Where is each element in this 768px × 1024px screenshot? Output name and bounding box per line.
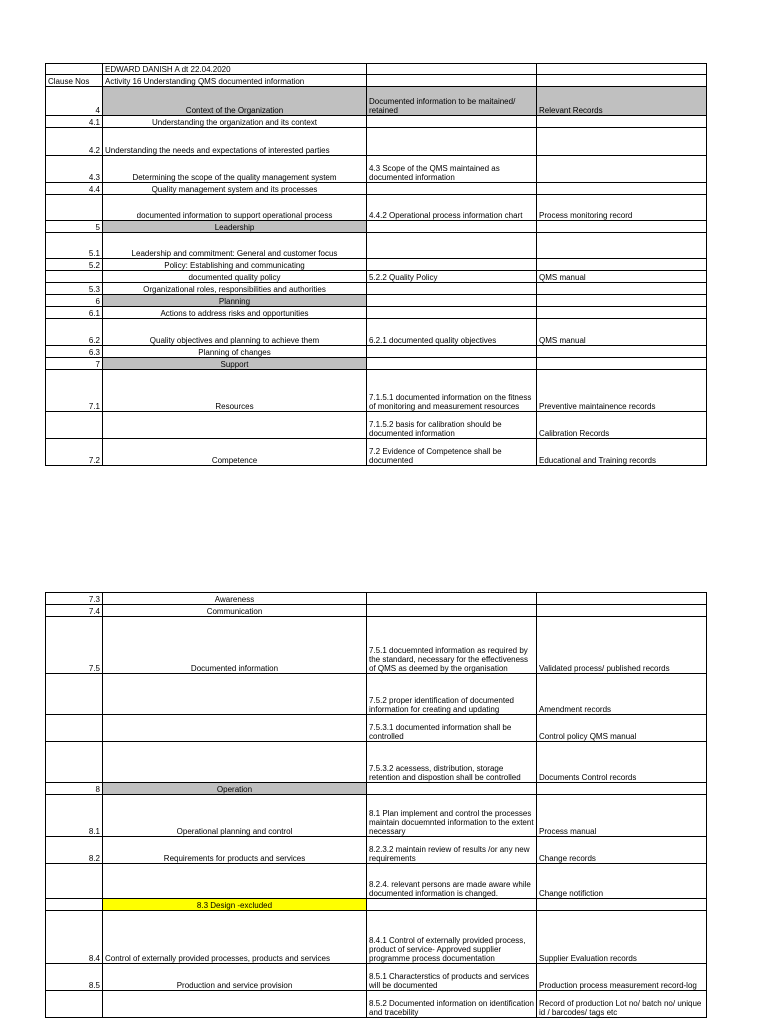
table-row [46,617,707,674]
relevant-records-cell: QMS manual [537,271,707,283]
table-row [46,991,707,1018]
clause-number: 8.5 [46,964,103,991]
documented-information-cell [367,346,537,358]
section-heading: Leadership [103,221,367,233]
relevant-records-cell [537,283,707,295]
relevant-records-cell: Record of production Lot no/ batch no/ unique id / barcodes/ tags etc [537,991,707,1018]
table-row [46,605,707,617]
clause-number: 7.5 [46,617,103,674]
table-row [46,783,707,795]
clause-title: Documented information [103,617,367,674]
relevant-records-cell: Preventive maintainence records [537,370,707,412]
clause-title: Quality objectives and planning to achieve them [103,319,367,346]
relevant-records-cell [537,233,707,259]
clause-number [46,674,103,715]
clause-number: 5.2 [46,259,103,271]
table-row [46,899,707,911]
design-excluded-cell: 8.3 Design -excluded [103,899,367,911]
relevant-records-cell [537,346,707,358]
relevant-records-cell [537,116,707,128]
relevant-records-cell: Documents Control records [537,742,707,783]
documented-information-cell: 8.2.4. relevant persons are made aware while documented information is changed. [367,864,537,899]
clause-number: 4.4 [46,183,103,195]
documented-information-cell [367,593,537,605]
relevant-records-header: Relevant Records [537,87,707,116]
documented-information-cell [367,116,537,128]
empty-cell [367,64,537,75]
relevant-records-cell: Change records [537,837,707,864]
table-row [46,742,707,783]
clause-title [103,412,367,439]
documented-information-cell: 7.5.2 proper identification of documented information for creating and updating [367,674,537,715]
table-row [46,156,707,183]
qms-table-part-1 [45,63,707,466]
documented-information-cell: 6.2.1 documented quality objectives [367,319,537,346]
documented-information-cell [367,358,537,370]
relevant-records-cell [537,259,707,271]
relevant-records-cell [537,593,707,605]
table-row [46,87,707,116]
clause-number: 6.2 [46,319,103,346]
clause-number [46,195,103,221]
relevant-records-cell: Production process measurement record-log [537,964,707,991]
relevant-records-cell [537,605,707,617]
section-heading: Planning [103,295,367,307]
clause-title: Planning of changes [103,346,367,358]
relevant-records-cell [537,156,707,183]
table-row [46,964,707,991]
author-date-line: EDWARD DANISH A dt 22.04.2020 [103,64,367,75]
clause-title: documented quality policy [103,271,367,283]
clause-number: 7.3 [46,593,103,605]
table-row [46,221,707,233]
clause-number [46,742,103,783]
section-heading: Support [103,358,367,370]
clause-number: 5.3 [46,283,103,295]
clause-title: Awareness [103,593,367,605]
clause-title: Understanding the needs and expectations of interested parties [103,128,367,156]
clause-number: 6.3 [46,346,103,358]
documented-information-cell: 7.1.5.1 documented information on the fitness of monitoring and measurement resources [367,370,537,412]
clause-number: 5.1 [46,233,103,259]
qms-table-part-2 [45,592,707,1018]
clause-title: Requirements for products and services [103,837,367,864]
title-row [46,64,707,75]
clause-title: Communication [103,605,367,617]
documented-information-cell: 4.4.2 Operational process information chart [367,195,537,221]
empty-cell [537,64,707,75]
relevant-records-cell [537,899,707,911]
table-row [46,674,707,715]
documented-information-cell: 8.5.1 Characterstics of products and services will be documented [367,964,537,991]
clause-title: Control of externally provided processes, products and services [103,911,367,964]
table-row [46,128,707,156]
table-row [46,233,707,259]
table-row [46,795,707,837]
documented-information-cell [367,899,537,911]
relevant-records-cell: Control policy QMS manual [537,715,707,742]
clause-number: 7.4 [46,605,103,617]
clause-title: Understanding the organization and its context [103,116,367,128]
documented-information-cell [367,295,537,307]
clause-number: 4.3 [46,156,103,183]
clause-number [46,412,103,439]
relevant-records-cell: Change notifiction [537,864,707,899]
relevant-records-cell [537,783,707,795]
clause-number: 4 [46,87,103,116]
clause-title: Competence [103,439,367,466]
documented-information-cell [367,283,537,295]
clause-number [46,715,103,742]
relevant-records-cell [537,183,707,195]
table-row [46,283,707,295]
clause-title [103,674,367,715]
clause-number: 8.4 [46,911,103,964]
relevant-records-cell [537,358,707,370]
clause-nos-header: Clause Nos [46,75,103,87]
table-row [46,116,707,128]
table-row [46,370,707,412]
documented-information-cell [367,307,537,319]
documented-information-cell: 8.5.2 Documented information on identification and tracebility [367,991,537,1018]
documented-information-header: Documented information to be maitained/ retained [367,87,537,116]
clause-number [46,271,103,283]
documented-information-cell: 5.2.2 Quality Policy [367,271,537,283]
clause-title: Context of the Organization [103,87,367,116]
documented-information-cell: 7.2 Evidence of Competence shall be documented [367,439,537,466]
table-row [46,195,707,221]
clause-number: 6.1 [46,307,103,319]
documented-information-cell: 7.5.3.1 documented information shall be controlled [367,715,537,742]
clause-title: Determining the scope of the quality management system [103,156,367,183]
table-row [46,837,707,864]
table-row [46,346,707,358]
table-row [46,593,707,605]
table-row [46,319,707,346]
clause-title: Actions to address risks and opportunities [103,307,367,319]
clause-title: Resources [103,370,367,412]
clause-number: 8.1 [46,795,103,837]
empty-cell [46,64,103,75]
activity-title: Activity 16 Understanding QMS documented information [103,75,367,87]
table-row [46,439,707,466]
clause-number: 7 [46,358,103,370]
relevant-records-cell: Supplier Evaluation records [537,911,707,964]
table-row [46,358,707,370]
table-row [46,911,707,964]
clause-title: Leadership and commitment: General and customer focus [103,233,367,259]
documented-information-cell: 7.5.1 docuemnted information as required by the standard, necessary for the effectiveness of QMS as deemed by the organisation [367,617,537,674]
relevant-records-cell: Validated process/ published records [537,617,707,674]
documented-information-cell [367,183,537,195]
section-heading: Operation [103,783,367,795]
documented-information-cell: 7.1.5.2 basis for calibration should be documented information [367,412,537,439]
documented-information-cell: 8.4.1 Control of externally provided process, product of service- Approved supplier programme process documentation [367,911,537,964]
clause-number [46,899,103,911]
table-row [46,271,707,283]
relevant-records-cell: Amendment records [537,674,707,715]
clause-number: 8.2 [46,837,103,864]
documented-information-cell [367,259,537,271]
clause-title: Production and service provision [103,964,367,991]
documented-information-cell: 8.1 Plan implement and control the processes maintain docuemnted information to the extent necessary [367,795,537,837]
table-row [46,295,707,307]
clause-number: 4.1 [46,116,103,128]
documented-information-cell: 8.2.3.2 maintain review of results /or any new requirements [367,837,537,864]
clause-title: Operational planning and control [103,795,367,837]
clause-title: Quality management system and its processes [103,183,367,195]
clause-title: documented information to support operational process [103,195,367,221]
relevant-records-cell: Educational and Training records [537,439,707,466]
clause-title: Organizational roles, responsibilities and authorities [103,283,367,295]
clause-title [103,864,367,899]
clause-title [103,991,367,1018]
clause-number: 5 [46,221,103,233]
table-row [46,864,707,899]
table-row [46,183,707,195]
relevant-records-cell [537,128,707,156]
empty-cell [537,75,707,87]
documented-information-cell [367,605,537,617]
documented-information-cell [367,221,537,233]
clause-number: 6 [46,295,103,307]
relevant-records-cell: Calibration Records [537,412,707,439]
clause-number: 4.2 [46,128,103,156]
relevant-records-cell: Process manual [537,795,707,837]
table-row [46,412,707,439]
clause-number: 7.2 [46,439,103,466]
table-row [46,259,707,271]
empty-cell [367,75,537,87]
table-row [46,715,707,742]
relevant-records-cell: QMS manual [537,319,707,346]
relevant-records-cell [537,295,707,307]
documented-information-cell: 7.5.3.2 acessess, distribution, storage retention and dispostion shall be controlled [367,742,537,783]
clause-title: Policy: Establishing and communicating [103,259,367,271]
clause-number: 7.1 [46,370,103,412]
clause-number: 8 [46,783,103,795]
clause-title [103,715,367,742]
clause-title [103,742,367,783]
table-row [46,307,707,319]
documented-information-cell [367,128,537,156]
documented-information-cell [367,233,537,259]
clause-number [46,864,103,899]
documented-information-cell: 4.3 Scope of the QMS maintained as documented information [367,156,537,183]
activity-row [46,75,707,87]
clause-number [46,991,103,1018]
relevant-records-cell: Process monitoring record [537,195,707,221]
relevant-records-cell [537,221,707,233]
documented-information-cell [367,783,537,795]
relevant-records-cell [537,307,707,319]
